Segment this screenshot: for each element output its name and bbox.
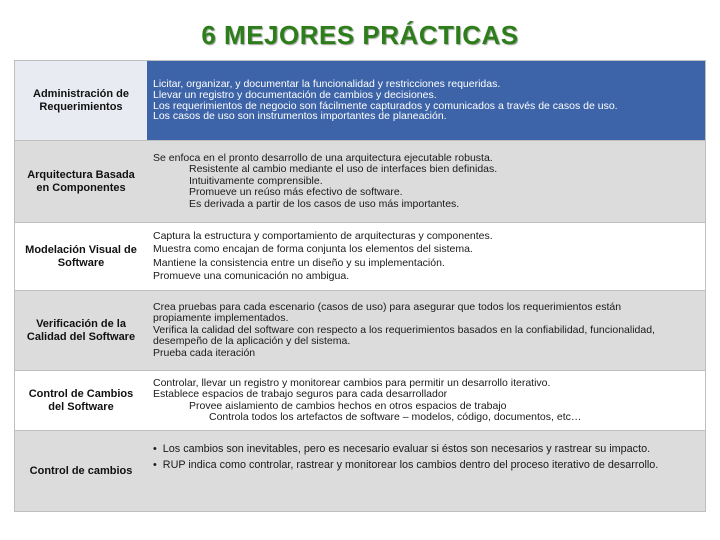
table-row — [15, 223, 705, 291]
description-line: Licitar, organizar, y documentar la funcionalidad y restricciones requeridas. — [153, 77, 501, 90]
description-line: Mantiene la consistencia entre un diseño y su implementación. — [153, 256, 445, 269]
row-label: Arquitectura Basada en Componentes — [27, 168, 135, 194]
practices-table — [14, 60, 706, 512]
table-row — [15, 61, 705, 141]
row-description — [147, 141, 705, 222]
bullet-item: • RUP indica como controlar, rastrear y monitorear los cambios dentro del proceso iterativo de desarrollo. — [153, 457, 697, 473]
row-description — [147, 371, 705, 430]
description-line: Es derivada a partir de los casos de uso más importantes. — [189, 197, 460, 210]
row-label: Modelación Visual de Software — [25, 243, 137, 269]
description-line: Promueve un reúso más efectivo de software. — [189, 186, 403, 199]
description-line: Prueba cada iteración — [153, 346, 256, 359]
slide-title: 6 MEJORES PRÁCTICAS — [201, 20, 519, 50]
table-row — [15, 291, 705, 371]
row-label: Verificación de la Calidad del Software — [26, 317, 136, 343]
description-line: Establece espacios de trabajo seguros para cada desarrollador — [153, 388, 448, 400]
description-line: Llevar un registro y documentación de cambios y decisiones. — [153, 88, 437, 101]
table-row — [15, 371, 705, 431]
description-line: Captura la estructura y comportamiento de arquitecturas y componentes. — [153, 229, 493, 242]
description-line: Controla todos los artefactos de software – modelos, código, documentos, etc… — [209, 411, 582, 423]
description-line: Muestra como encajan de forma conjunta los elementos del sistema. — [153, 243, 473, 255]
description-line: Controlar, llevar un registro y monitorear cambios para permitir un desarrollo iterativo. — [153, 376, 551, 389]
description-line: Intuitivamente comprensible. — [189, 174, 323, 187]
row-label: Control de cambios — [29, 464, 133, 477]
description-line: Provee aislamiento de cambios hechos en otros espacios de trabajo — [189, 399, 507, 412]
description-line: Se enfoca en el pronto desarrollo de una arquitectura ejecutable robusta. — [153, 151, 493, 164]
description-line: propiamente implementados. — [153, 312, 289, 325]
description-line: Promueve una comunicación no ambigua. — [153, 270, 350, 282]
row-label: Control de Cambios del Software — [28, 387, 134, 413]
row-description — [147, 61, 705, 140]
row-label: Administración de Requerimientos — [15, 61, 147, 140]
description-line: Verifica la calidad del software con respecto a los requerimientos basados en la confiabilidad, funcionalidad, — [153, 323, 655, 336]
row-description — [147, 431, 705, 511]
table-row — [15, 431, 705, 511]
table-row — [15, 141, 705, 223]
description-line: Los casos de uso son instrumentos importantes de planeación. — [153, 110, 447, 123]
description-line: Crea pruebas para cada escenario (casos de uso) para asegurar que todos los requerimientos están — [153, 300, 622, 313]
description-line: Los requerimientos de negocio son fácilmente capturados y comunicados a través de casos de uso. — [153, 99, 618, 112]
row-description — [147, 291, 705, 370]
bullet-item: • Los cambios son inevitables, pero es necesario evaluar si éstos son necesarios y rastrear su impacto. — [153, 441, 697, 457]
row-description — [147, 223, 705, 290]
description-line: Resistente al cambio mediante el uso de interfaces bien definidas. — [189, 163, 498, 176]
description-line: desempeño de la aplicación y del sistema. — [153, 335, 351, 348]
